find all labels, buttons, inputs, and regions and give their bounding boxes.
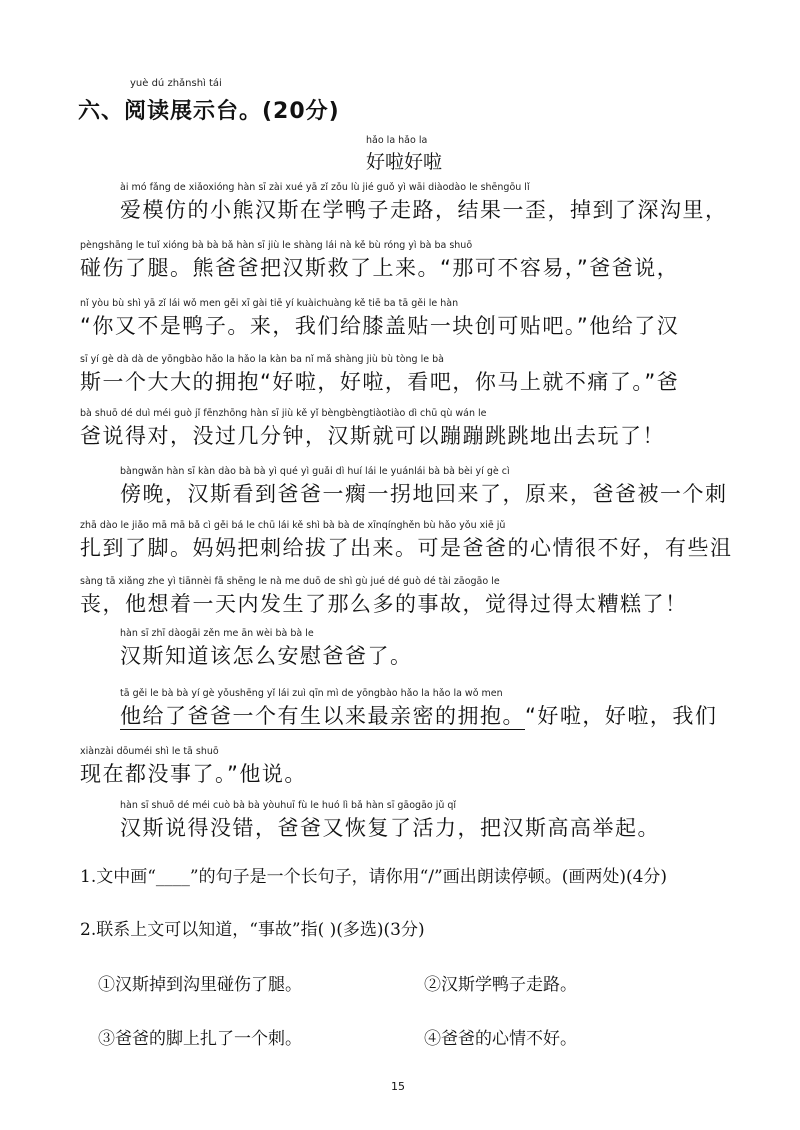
line-pinyin: bà shuō dé duì méi guò jǐ fēnzhōng hàn sī jiù kě yǐ bèngbèngtiàotiào dì chū qù wán le (80, 408, 487, 419)
section-title: 六、阅读展示台。(20分) (78, 99, 340, 124)
line-pinyin: sī yí gè dà dà de yōngbào hǎo la hǎo la kàn ba nǐ mǎ shàng jiù bù tòng le bà (80, 354, 444, 365)
line-pinyin: nǐ yòu bù shì yā zǐ lái wǒ men gěi xī gài tiē yí kuàichuàng kě tiē ba tā gěi le hàn (80, 298, 459, 309)
line-text: 斯一个大大的拥抱“好啦，好啦，看吧，你马上就不痛了。”爸 (80, 370, 680, 394)
line-text: 碰伤了腿。熊爸爸把汉斯救了上来。“那可不容易，”爸爸说， (80, 256, 680, 280)
question-1: 1.文中画“____”的句子是一个长句子，请你用“/”画出朗读停顿。(画两处)(4分) (80, 867, 668, 887)
line-pinyin: hàn sī zhī dàogāi zěn me ān wèi bà bà le (120, 628, 314, 639)
line-pinyin: bàngwǎn hàn sī kàn dào bà bà yì qué yì guǎi dì huí lái le yuánlái bà bà bèi yí gè cì (120, 466, 510, 477)
question-2: 2.联系上文可以知道，“事故”指( )(多选)(3分) (80, 920, 425, 940)
page-number: 15 (391, 1080, 405, 1093)
line-pinyin: ài mó fǎng de xiǎoxióng hàn sī zài xué yā zǐ zǒu lù jié guǒ yì wāi diàodào le shēngōu lǐ (120, 182, 530, 193)
line-text: 现在都没事了。”他说。 (80, 762, 307, 786)
story-title-pinyin: hǎo la hǎo la (366, 135, 428, 146)
line-text: 爱模仿的小熊汉斯在学鸭子走路，结果一歪，掉到了深沟里， (120, 198, 728, 222)
line-pinyin: pèngshāng le tuǐ xióng bà bà bǎ hàn sī jiù le shàng lái nà kě bù róng yì bà ba shuō (80, 240, 473, 251)
line-pinyin: tā gěi le bà bà yí gè yǒushēng yǐ lái zuì qīn mì de yōngbào hǎo la hǎo la wǒ men (120, 688, 503, 699)
line-pinyin: hàn sī shuō dé méi cuò bà bà yòuhuī fù le huó lì bǎ hàn sī gāogāo jǔ qǐ (120, 800, 457, 811)
option-2[interactable]: ②汉斯学鸭子走路。 (424, 975, 577, 995)
line-text: 爸说得对，没过几分钟，汉斯就可以蹦蹦跳跳地出去玩了！ (80, 424, 665, 448)
line-text (120, 700, 717, 730)
underlined-long-sentence: 他给了爸爸一个有生以来最亲密的拥抱。 (120, 704, 525, 728)
option-3[interactable]: ③爸爸的脚上扎了一个刺。 (98, 1029, 302, 1049)
line-text: 汉斯说得没错，爸爸又恢复了活力，把汉斯高高举起。 (120, 816, 660, 840)
section-title-pinyin: yuè dú zhǎnshì tái (130, 78, 222, 89)
line-text: “你又不是鸭子。来，我们给膝盖贴一块创可贴吧。”他给了汉 (80, 314, 680, 338)
line-text-rest: “好啦，好啦，我们 (525, 704, 718, 728)
line-pinyin: xiànzài dōuméi shì le tā shuō (80, 746, 219, 757)
option-1[interactable]: ①汉斯掉到沟里碰伤了腿。 (98, 975, 302, 995)
line-pinyin: zhā dào le jiǎo mā mā bǎ cì gěi bá le chū lái kě shì bà bà de xīnqínghěn bù hǎo yǒu xiē jǔ (80, 520, 506, 531)
line-text: 傍晚，汉斯看到爸爸一瘸一拐地回来了，原来，爸爸被一个刺 (120, 482, 728, 506)
line-text: 汉斯知道该怎么安慰爸爸了。 (120, 644, 413, 668)
story-title: 好啦好啦 (366, 151, 443, 173)
line-text: 丧，他想着一天内发生了那么多的事故，觉得过得太糟糕了！ (80, 592, 688, 616)
option-4[interactable]: ④爸爸的心情不好。 (424, 1029, 577, 1049)
line-text: 扎到了脚。妈妈把刺给拔了出来。可是爸爸的心情很不好，有些沮 (80, 536, 733, 560)
line-pinyin: sàng tā xiǎng zhe yì tiānnèi fā shēng le nà me duō de shì gù jué dé guò dé tài zāogāo le (80, 576, 500, 587)
